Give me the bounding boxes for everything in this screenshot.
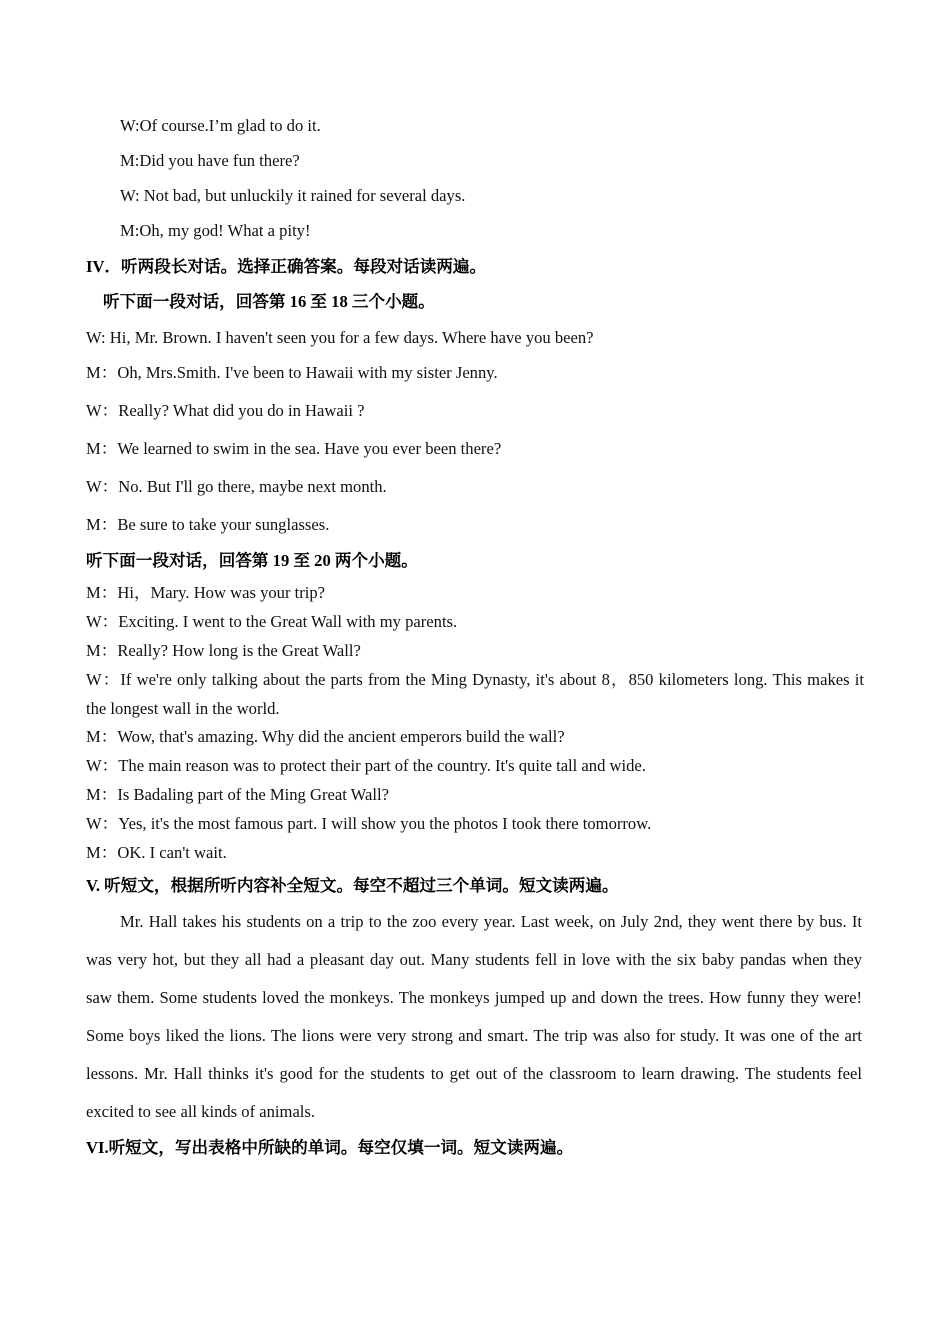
dialogue-line: W：The main reason was to protect their part of the country. It's quite tall and wide. xyxy=(86,756,646,775)
dialogue-2-instruction: 听下面一段对话，回答第 19 至 20 两个小题。 xyxy=(86,551,418,570)
dialogue-line: M：Be sure to take your sunglasses. xyxy=(86,515,330,534)
dialogue-line: M：Oh, Mrs.Smith. I've been to Hawaii with my sister Jenny. xyxy=(86,363,498,382)
dialogue-line: M：Really? How long is the Great Wall? xyxy=(86,641,361,660)
passage-line: was very hot, but they all had a pleasant day out. Many students fell in love with the six baby pandas when they xyxy=(86,950,862,969)
dialogue-line: W：No. But I'll go there, maybe next month. xyxy=(86,477,387,496)
section-v-heading: V. 听短文，根据所听内容补全短文。每空不超过三个单词。短文读两遍。 xyxy=(86,876,619,895)
dialogue-line: M:Did you have fun there? xyxy=(120,151,300,170)
dialogue-line: M：OK. I can't wait. xyxy=(86,843,227,862)
passage-line: Some boys liked the lions. The lions were very strong and smart. The trip was also for study. It was one of the art xyxy=(86,1026,862,1045)
dialogue-line: W：If we're only talking about the parts from the Ming Dynasty, it's about 8，850 kilometers long. This makes it xyxy=(86,670,864,689)
passage-line: lessons. Mr. Hall thinks it's good for the students to get out of the classroom to learn drawing. The students feel xyxy=(86,1064,862,1083)
passage-line: saw them. Some students loved the monkeys. The monkeys jumped up and down the trees. How funny they were! xyxy=(86,988,862,1007)
section-vi-heading: VI.听短文，写出表格中所缺的单词。每空仅填一词。短文读两遍。 xyxy=(86,1138,574,1157)
passage-line: Mr. Hall takes his students on a trip to the zoo every year. Last week, on July 2nd, they went there by bus. It xyxy=(120,912,862,931)
dialogue-line: W:Of course.I’m glad to do it. xyxy=(120,116,321,135)
dialogue-line: W：Exciting. I went to the Great Wall with my parents. xyxy=(86,612,458,631)
dialogue-line: M:Oh, my god! What a pity! xyxy=(120,221,311,240)
dialogue-line: M：Wow, that's amazing. Why did the ancient emperors build the wall? xyxy=(86,727,565,746)
passage-line: excited to see all kinds of animals. xyxy=(86,1102,316,1121)
dialogue-line: M：Hi，Mary. How was your trip? xyxy=(86,583,326,602)
dialogue-line: W: Not bad, but unluckily it rained for several days. xyxy=(120,186,466,205)
dialogue-line: M：Is Badaling part of the Ming Great Wall? xyxy=(86,785,389,804)
section-iv-heading: IV．听两段长对话。选择正确答案。每段对话读两遍。 xyxy=(86,257,487,276)
dialogue-line: W：Yes, it's the most famous part. I will show you the photos I took there tomorrow. xyxy=(86,814,652,833)
dialogue-line: M：We learned to swim in the sea. Have you ever been there? xyxy=(86,439,502,458)
dialogue-1-instruction: 听下面一段对话，回答第 16 至 18 三个小题。 xyxy=(103,292,435,311)
dialogue-line-continuation: the longest wall in the world. xyxy=(86,699,280,718)
dialogue-line: W: Hi, Mr. Brown. I haven't seen you for a few days. Where have you been? xyxy=(86,328,594,347)
dialogue-line: W：Really? What did you do in Hawaii ? xyxy=(86,401,365,420)
